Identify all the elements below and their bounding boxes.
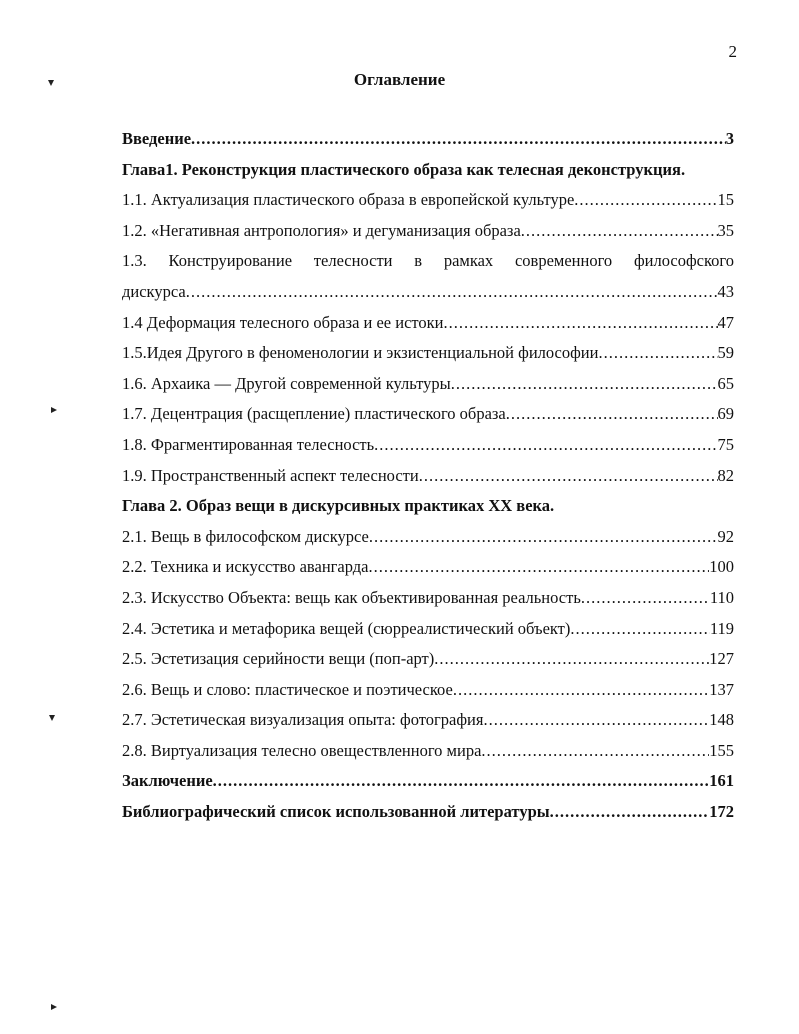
page-title: Оглавление: [353, 70, 446, 89]
toc-entry[interactable]: [122, 705, 734, 736]
toc-entry-label: Введение: [122, 129, 192, 148]
toc-entry[interactable]: [122, 644, 734, 675]
toc-entry-label: 2.2. Техника и искусство авангарда: [122, 557, 369, 577]
dot-leader: [434, 644, 709, 675]
toc-entry[interactable]: [122, 675, 734, 706]
dot-leader: [598, 338, 717, 369]
toc-entry-label: дискурса: [122, 281, 186, 301]
toc-entry-page: 137: [709, 679, 734, 699]
toc-entry-page: 119: [709, 618, 734, 638]
toc-entry-page: 69: [717, 404, 734, 424]
dot-leader: [506, 399, 718, 430]
toc-entry-label: 1.5.Идея Другого в феноменологии и экзистенциальной философии: [122, 343, 599, 363]
toc-entry[interactable]: [122, 277, 734, 308]
toc-entry-page: 127: [709, 649, 734, 669]
toc-entry-label: 1.7. Децентрация (расщепление) пластического образа: [122, 404, 506, 424]
toc-entry-label: 1.6. Архаика — Другой современной культуры: [122, 373, 451, 393]
toc-entry-page: 148: [709, 710, 734, 730]
toc-entry-first-line[interactable]: 1.3. Конструирование телесности в рамках современного философского: [122, 251, 734, 271]
toc-entry[interactable]: [122, 614, 734, 645]
toc-entry-label: 2.6. Вещь и слово: пластическое и поэтическое: [122, 679, 453, 699]
toc-entry-label: 2.4. Эстетика и метафорика вещей (сюрреалистический объект): [122, 618, 571, 638]
toc-entry-page: 92: [717, 526, 734, 546]
toc-entry-label: 2.3. Искусство Объекта: вещь как объективированная реальность: [122, 587, 581, 607]
toc-entry-bibliography[interactable]: [122, 797, 734, 828]
dot-leader: [374, 430, 717, 461]
margin-mark: [51, 407, 57, 413]
toc-entry-label: Библиографический список использованной литературы: [122, 802, 550, 822]
toc-entry-intro[interactable]: [122, 124, 734, 155]
toc-entry[interactable]: [122, 430, 734, 461]
toc-entry-page: 35: [717, 220, 734, 240]
toc-entry-page: 110: [709, 587, 734, 607]
toc-entry-label: 1.9. Пространственный аспект телесности: [122, 465, 419, 485]
toc-entry-label: 1.2. «Негативная антропология» и дегуманизация образа: [122, 220, 521, 240]
dot-leader: [369, 552, 710, 583]
dot-leader: [451, 369, 718, 400]
toc-entry[interactable]: [122, 583, 734, 614]
dot-leader: [186, 277, 718, 308]
toc-entry[interactable]: [122, 369, 734, 400]
dot-leader: [481, 736, 709, 767]
dot-leader: [419, 461, 718, 492]
toc-entry[interactable]: [122, 185, 734, 216]
toc-entry-page: 43: [717, 281, 734, 301]
table-of-contents: [122, 124, 734, 828]
dot-leader: [574, 185, 717, 216]
dot-leader: [444, 308, 718, 339]
toc-entry[interactable]: [122, 552, 734, 583]
toc-entry-page: 75: [717, 434, 734, 454]
toc-entry-page: 65: [717, 373, 734, 393]
dot-leader: [570, 614, 709, 645]
toc-entry[interactable]: [122, 338, 734, 369]
toc-entry-page: 172: [709, 802, 734, 822]
toc-entry-label: 1.8. Фрагментированная телесность: [122, 434, 375, 454]
dot-leader: [483, 705, 709, 736]
toc-entry-label: 2.1. Вещь в философском дискурсе: [122, 526, 369, 546]
toc-entry-page: 82: [717, 465, 734, 485]
dot-leader: [213, 766, 710, 797]
dot-leader: [521, 216, 718, 247]
toc-entry-conclusion[interactable]: [122, 766, 734, 797]
toc-entry[interactable]: [122, 736, 734, 767]
toc-entry[interactable]: [122, 216, 734, 247]
toc-entry[interactable]: [122, 522, 734, 553]
toc-entry-label: 2.5. Эстетизация серийности вещи (поп-арт): [122, 649, 435, 669]
toc-entry-label: 2.7. Эстетическая визуализация опыта: фотография: [122, 710, 484, 730]
toc-entry-page: 15: [717, 190, 734, 210]
dot-leader: [550, 797, 710, 828]
toc-entry-label: Заключение: [122, 771, 213, 791]
toc-chapter-heading: Глава1. Реконструкция пластического образа как телесная деконструкция.: [122, 159, 686, 179]
toc-entry[interactable]: [122, 461, 734, 492]
toc-entry-label: 1.1. Актуализация пластического образа в европейской культуре: [122, 190, 575, 210]
toc-entry-label: 1.4 Деформация телесного образа и ее истоки: [122, 312, 444, 332]
dot-leader: [581, 583, 710, 614]
toc-chapter-heading: Глава 2. Образ вещи в дискурсивных практиках XX века.: [122, 496, 555, 516]
toc-entry-page: 155: [709, 740, 734, 760]
toc-entry-label: 2.8. Виртуализация телесно овеществленного мира: [122, 740, 482, 760]
toc-entry-page: 161: [709, 771, 734, 791]
toc-entry[interactable]: [122, 308, 734, 339]
dot-leader: [453, 675, 709, 706]
toc-entry-page: 3: [725, 129, 734, 148]
dot-leader: [191, 124, 726, 155]
margin-mark: [51, 1004, 57, 1010]
toc-entry[interactable]: [122, 399, 734, 430]
toc-entry-page: 47: [717, 312, 734, 332]
page-number: 2: [728, 42, 737, 61]
dot-leader: [369, 522, 718, 553]
margin-mark: [49, 715, 55, 721]
toc-entry-page: 59: [717, 343, 734, 363]
toc-entry-page: 100: [709, 557, 734, 577]
